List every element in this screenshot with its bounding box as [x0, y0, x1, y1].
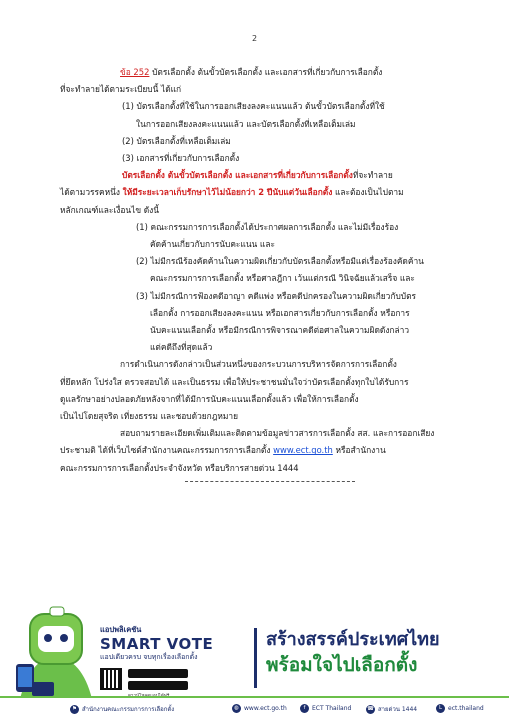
facebook-icon: f [300, 704, 309, 713]
smart-vote-promo [100, 624, 240, 696]
highlight-red-1: บัตรเลือกตั้ง ต้นขั้วบัตรเลือกตั้ง และเอกสารที่เกี่ยวกับการเลือกตั้ง [122, 170, 353, 181]
contact-line [60, 442, 480, 459]
app-store-badge-icon[interactable] [128, 669, 188, 678]
app-name: SMART VOTE [100, 635, 214, 653]
list2-item [60, 288, 480, 305]
campaign-banner [0, 604, 509, 704]
list2-item-cont: นับคะแนนเลือกตั้ง หรือมีกรณีการพิจารณาคดีต่อศาลในความผิดดังกล่าว [150, 325, 410, 336]
list2-item-cont: แต่คดีถึงที่สุดแล้ว [150, 342, 213, 353]
contact-text: หรือสำนักงาน [332, 445, 386, 456]
item-text: เอกสารที่เกี่ยวกับการเลือกตั้ง [136, 153, 240, 164]
summary-line: ที่ยึดหลัก โปร่งใส ตรวจสอบได้ และเป็นธรรม เพื่อให้ประชาชนมั่นใจว่าบัตรเลือกตั้งทุกใบได้รับการ [60, 376, 409, 387]
item-number: (3) [122, 153, 134, 164]
list2-item-cont: คัดค้านเกี่ยวกับการนับคะแนน และ [150, 239, 275, 250]
intro-text: บัตรเลือกตั้ง ต้นขั้วบัตรเลือกตั้ง และเอกสารที่เกี่ยวกับการเลือกตั้ง [149, 67, 383, 77]
line-app-icon: L [436, 704, 445, 713]
footer-hotline[interactable] [366, 704, 417, 714]
item-number: (3) [136, 290, 148, 301]
contact-text: ประชามติ ได้ที่เว็บไซต์สำนักงานคณะกรรมการการเลือกตั้ง [60, 445, 274, 456]
banner-divider [254, 628, 257, 688]
phone-icon: ☎ [367, 705, 374, 712]
item-text: บัตรเลือกตั้งที่เหลือเต็มเล่ม [136, 135, 231, 146]
list1-item [60, 98, 480, 115]
mascot-illustration [10, 604, 100, 704]
highlight-line3: หลักเกณฑ์และเงื่อนไข ดังนี้ [60, 204, 159, 215]
footer-line[interactable] [436, 704, 484, 713]
item-text: บัตรเลือกตั้งที่ใช้ในการออกเสียงลงคะแนนแล้ว ต้นขั้วบัตรเลือกตั้งที่ใช้ [136, 101, 385, 112]
list1-item [60, 133, 480, 150]
intro-line2: ที่จะทำลายได้ตามระเบียบนี้ ได้แก่ [60, 84, 182, 95]
item-number: (2) [122, 135, 134, 146]
footer-facebook[interactable] [300, 704, 351, 713]
intro-paragraph [60, 64, 480, 81]
summary-line: ดูแลรักษาอย่างปลอดภัยหลังจากที่ได้มีการนับคะแนนเลือกตั้งแล้ว เพื่อให้การเลือกตั้ง [60, 393, 359, 404]
item-number: (1) [122, 101, 134, 112]
item-number: (2) [136, 256, 148, 267]
footer-org [70, 704, 174, 714]
app-subtitle: แอปพลิเคชัน [100, 625, 142, 634]
slogan-line1: สร้างสรรค์ประเทศไทย [266, 629, 440, 650]
summary-paragraph: การดำเนินการดังกล่าวเป็นส่วนหนึ่งของกระบวนการบริหารจัดการการเลือกตั้ง [120, 359, 397, 370]
footer-contact-strip [0, 696, 509, 720]
highlight-lead-2: ได้ตามวรรคหนึ่ง [60, 187, 120, 198]
list1-item-cont: ในการออกเสียงลงคะแนนแล้ว และบัตรเลือกตั้งที่เหลือเต็มเล่ม [136, 118, 356, 129]
item-number: (1) [136, 221, 148, 232]
contact-line: คณะกรรมการการเลือกตั้งประจำจังหวัด หรือบริการสายด่วน 1444 [60, 462, 299, 473]
qr-code-icon [100, 668, 122, 690]
footer-web[interactable] [232, 704, 287, 713]
ect-logo-icon: ⚑ [70, 705, 79, 714]
page-number: 2 [251, 34, 258, 43]
end-divider [185, 481, 355, 482]
highlight-red-2: ให้มีระยะเวลาเก็บรักษาไว้ไม่น้อยกว่า 2 ปีนับแต่วันเลือกตั้ง [122, 187, 333, 198]
article-reference: ข้อ 252 [120, 67, 150, 77]
list1-item [60, 150, 480, 167]
ect-website-link[interactable]: www.ect.go.th [273, 445, 333, 456]
list2-item [60, 253, 480, 270]
footer-org-label: สำนักงานคณะกรรมการการเลือกตั้ง [82, 706, 175, 713]
footer-fb-label: ECT Thailand [312, 705, 352, 712]
document-body [60, 64, 480, 482]
highlight-tail-1: ที่จะทำลาย [352, 170, 393, 181]
footer-hotline-label: สายด่วน 1444 [378, 706, 418, 713]
highlight-line1 [60, 167, 480, 184]
app-tagline: แอปเดียวครบ จบทุกเรื่องเลือกตั้ง [100, 653, 198, 661]
list2-item-cont: เลือกตั้ง การออกเสียงลงคะแนน หรือเอกสารเกี่ยวกับการเลือกตั้ง หรือการ [150, 307, 410, 318]
footer-web-label: www.ect.go.th [244, 705, 287, 712]
highlight-tail-2: และต้องเป็นไปตาม [332, 187, 404, 198]
item-text: คณะกรรมการการเลือกตั้งได้ประกาศผลการเลือกตั้ง และไม่มีเรื่องร้อง [150, 221, 399, 232]
slogan-line2: พร้อมใจไปเลือกตั้ง [266, 654, 418, 676]
item-text: ไม่มีกรณีการฟ้องคดีอาญา คดีแพ่ง หรือคดีปกครองในความผิดเกี่ยวกับบัตร [150, 290, 417, 301]
summary-line: เป็นไปโดยสุจริต เที่ยงธรรม และชอบด้วยกฎหมาย [60, 411, 239, 422]
footer-line-label: ect.thailand [448, 705, 484, 712]
globe-icon: ◍ [232, 704, 241, 713]
highlight-line2 [60, 184, 480, 201]
contact-paragraph: สอบถามรายละเอียดเพิ่มเติมและติดตามข้อมูลข่าวสารการเลือกตั้ง สส. และการออกเสียง [120, 428, 435, 439]
item-text: ไม่มีกรณีร้องคัดค้านในความผิดเกี่ยวกับบัตรเลือกตั้งหรือมีแต่เรื่องร้องคัดค้าน [150, 256, 424, 267]
list2-item-cont: คณะกรรมการการเลือกตั้ง หรือศาลฎีกา เว้นแต่กรณี วินิจฉัยแล้วเสร็จ และ [150, 273, 415, 284]
google-play-badge-icon[interactable] [128, 681, 188, 690]
list2-item [60, 219, 480, 236]
